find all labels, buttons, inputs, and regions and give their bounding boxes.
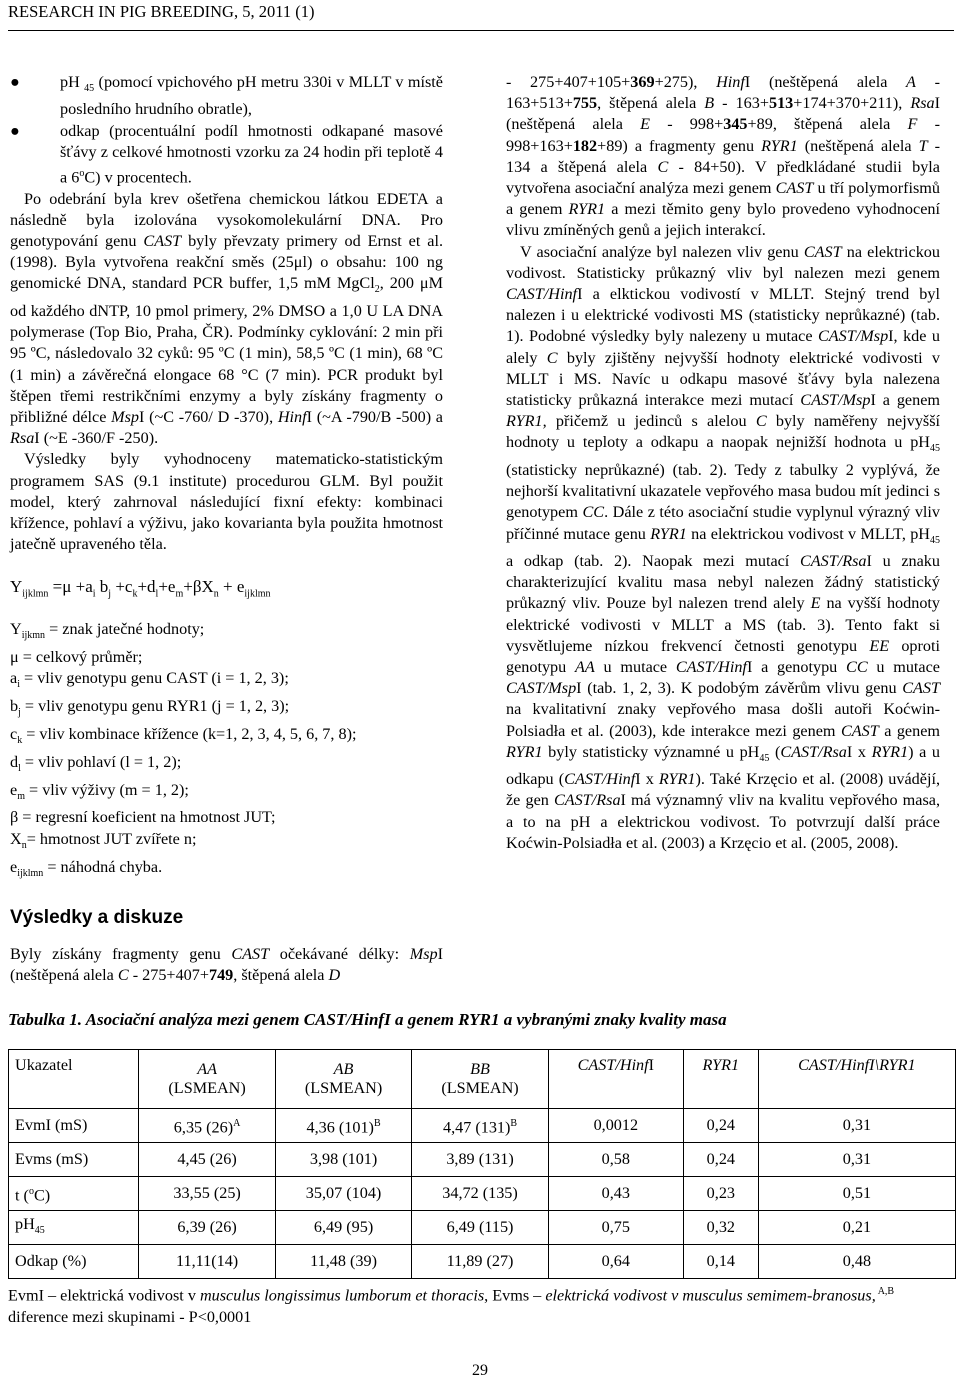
column-header: Ukazatel: [9, 1050, 139, 1109]
row-label: Odkap (%): [9, 1245, 139, 1279]
bullet-list: [10, 72, 443, 189]
right-column: [506, 72, 940, 854]
paragraph: Výsledky byly vyhodnoceny matematicko-statistickým programem SAS (9.1 institute) procedurou GLM. Byl použit model, který zahrnoval následující fixní efekty: kombinaci křížence, pohlaví a výživu, jako kovarianta byla použita hmotnost jatečně upraveného těla.: [10, 450, 443, 554]
table-cell: 35,07 (104): [275, 1177, 411, 1211]
table-cell: 34,72 (135): [412, 1177, 548, 1211]
table-cell: 33,55 (25): [139, 1177, 275, 1211]
table-cell: 0,32: [683, 1211, 758, 1245]
table-cell: 4,36 $(101)^B$: [275, 1109, 411, 1143]
table-cell: 3,89 (131): [412, 1143, 548, 1177]
row-label: $pH_{45}$: [9, 1211, 139, 1245]
paragraph: Po odebrání byla krev ošetřena chemickou látkou EDETA a následně byla izolována vysokomolekulární DNA. Pro genotypování genu CAST byly převzaty primery od Ernst et al. (1998). Byla vytvořena reakční směs (25μl) o obsahu: 100 ng genomické DNA, standard PCR buffer, 1,5 mM MgCl$_2$, 200 μM od každého dNTP, 10 pmol primery, 2% DMSO a 1,0 U LA DNA polymerase (Top Bio, Praha, ČR). Podmínky cyklování: 2 min při 95 ºC, následovalo 32 cyků: 95 ºC (1 min), 58,5 ºC (1 min), 68 ºC (1 min) a závěrečná elongace 68 °C (7 min). PCR produkt byl štěpen třemi restrikčními enzymy a byly získány fragmenty o přibližné délce MspI (~C -760/ D -370), HinfI (~A -790/B -500) a RsaI (~E -360/F -250).: [10, 189, 443, 448]
table-cell: 0,48: [758, 1245, 955, 1279]
table-cell: 0,23: [683, 1177, 758, 1211]
column-header: RYR1: [683, 1050, 758, 1109]
column-header: BB (LSMEAN): [412, 1050, 548, 1109]
table-cell: 3,98 (101): [275, 1143, 411, 1177]
definition-item: $b_j$ = vliv genotypu genu RYR1 (j = 1, 2, 3);: [10, 697, 290, 719]
table-caption: Tabulka 1. Asociační analýza mezi genem CAST/HinfI a genem RYR1 a vybranými znaky kvality masa: [8, 1010, 727, 1029]
table-cell: 11,11(14): [139, 1245, 275, 1279]
list-item: ● pH $_{45}$ (pomocí vpichového pH metru 330i v MLLT v místě posledního hrudního obratle),: [10, 73, 443, 119]
definition-item: $e_{ijklmn}$ = náhodná chyba.: [10, 857, 163, 880]
left-column: [10, 72, 443, 986]
table-cell: 0,31: [758, 1109, 955, 1143]
paragraph: - 275+407+105+369+275), HinfI (neštěpená alela A - 163+513+755, štěpená alela B - 163+513+174+370+211), RsaI (neštěpená alela E - 998+345+89, štěpená alela F - 998+163+182+89) a fragmenty genu RYR1 (neštěpená alela T - 134 a štěpená alela C - 84+50). V předkládané studii byla vytvořena asociační analýza mezi genem CAST u tří polymorfismů a genem RYR1 a mezi těmito geny bylo provedeno vyhodnocení vlivu zmíněných genů a jejich interakcí.: [506, 73, 941, 240]
list-item: ● odkap (procentuální podíl hmotnosti odkapané masové šťávy z celkové hmotnosti vzorku za 24 hodin při teplotě 4 a 6$^o$C) v procentech.: [10, 121, 443, 187]
table-cell: 11,48 (39): [275, 1245, 411, 1279]
table-cell: 0,24: [683, 1109, 758, 1143]
column-header: AB (LSMEAN): [275, 1050, 411, 1109]
table-row: [9, 1177, 956, 1211]
table-cell: 6,35 $(26)^A$: [139, 1109, 275, 1143]
paragraph: V asociační analýze byl nalezen vliv genu CAST na elektrickou vodivost. Statisticky průkazný vliv byl nalezen mezi genem CAST/HinfI a elktickou vodivostí v MLLT. Stejný trend byl nalezen i u elektrické vodivosti MS (statisticky neprůkazné) (tab. 1). Podobné výsledky byly nalezeny u mutace CAST/MspI, kde u alely C byly zjištěny nejvyšší hodnoty elektrické vodivosti v MLLT i MS. Navíc u odkapu masové šťávy byla nalezena statisticky průkazná interakce mezi mutací CAST/MspI a genem RYR1, přičemž u jedinců s alelou C byly naměřeny nejvyšší hodnoty u teploty a odkapu a naopak nejnižší hodnota u $pH_{45}$ (statisticky neprůkazné) (tab. 2). Tedy z tabulky 2 vyplývá, že nejhorší kvalitativní ukazatele vepřového masa budou mít jedinci s genotypem CC. Dále z této asociační studie vyplynul výrazný vliv příčinné mutace genu RYR1 na elektrickou vodivost v MLLT, $pH_{45}$ a odkap (tab. 2). Naopak mezi mutací CAST/RsaI u znaku charakterizující kvalitu masa nebyl nalezen žádný statistický průkazný vliv. Pouze byl nalezen trend alely E na vyšší hodnoty elektrické vodivosti v MLLT a MS (tab. 3). Tento fakt si vysvětlujeme nízkou frekvencí četnosti genotypu EE oproti genotypu AA u mutace CAST/HinfI a genotypu CC u mutace CAST/MspI (tab. 1, 2, 3). K podobým závěrům vlivu genu CAST na kvalitativní znaky vepřového masa došli autoři Koćwin-Polsiadła et al. (2003), kde interakce mezi genem CAST a genem RYR1 byly statisticky významné u $pH_{45}$ (CAST/RsaI x RYR1) a u odkapu (CAST/HinfI x RYR1). Také Krzęcio et al. (2008) uvádějí, že gen CAST/RsaI má významný vliv na kvalitu vepřového masa, a to na pH a elektrickou vodivost. To potvrzují další práce Koćwin-Polsiadła et al. (2003) a Krzęcio et al. (2005, 2008).: [506, 242, 941, 852]
table-cell: 0,75: [548, 1211, 683, 1245]
table-row: [9, 1143, 956, 1177]
variable-definitions: [10, 619, 443, 885]
table-row: [9, 1109, 956, 1143]
page-number: 29: [472, 1362, 488, 1379]
table-cell: 4,47 $(131)^B$: [412, 1109, 548, 1143]
table-cell: 6,39 (26): [139, 1211, 275, 1245]
definition-item: $c_k$ = vliv kombinace křížence (k=1, 2, 3, 4, 5, 6, 7, 8);: [10, 725, 357, 747]
table-cell: 0,31: [758, 1143, 955, 1177]
table-header-row: [9, 1050, 956, 1109]
column-header: CAST/HinfI: [548, 1050, 683, 1109]
table-cell: 0,24: [683, 1143, 758, 1177]
results-table: [8, 1049, 956, 1279]
table-cell: 4,45 (26): [139, 1143, 275, 1177]
definition-item: $Y_{ijkmn}$ = znak jatečné hodnoty;: [10, 619, 205, 642]
table-cell: 6,49 (95): [275, 1211, 411, 1245]
section-heading: Výsledky a diskuze: [10, 906, 184, 928]
table-cell: 0,21: [758, 1211, 955, 1245]
column-header: CAST/HinfI\RYR1: [758, 1050, 955, 1109]
table-cell: 0,14: [683, 1245, 758, 1279]
table-cell: 11,89 (27): [412, 1245, 548, 1279]
row-label: Evms (mS): [9, 1143, 139, 1177]
row-label: t ($^o$C): [9, 1177, 139, 1211]
table-cell: 0,64: [548, 1245, 683, 1279]
row-label: EvmI (mS): [9, 1109, 139, 1143]
definition-item: $d_l$ = vliv pohlaví (l = 1, 2);: [10, 752, 182, 775]
table-row: [9, 1211, 956, 1245]
table-cell: 6,49 (115): [412, 1211, 548, 1245]
table-row: [9, 1245, 956, 1279]
table-cell: 0,51: [758, 1177, 955, 1211]
bullet-icon: ●: [10, 73, 20, 91]
definition-item: $e_m$ = vliv výživy (m = 1, 2);: [10, 780, 189, 802]
model-equation: $Y_{ijklmn} =\mu +a_i$ $b_j +c_k+d_l+e_m+\beta X_n + e_{ijklmn}$: [10, 577, 271, 600]
definition-item: $X_n=$ hmotnost JUT zvířete n;: [10, 830, 197, 852]
column-header: AA (LSMEAN): [139, 1050, 275, 1109]
definition-item: β = regresní koeficient na hmotnost JUT;: [10, 808, 276, 827]
table-cell: 0,43: [548, 1177, 683, 1211]
running-header: RESEARCH IN PIG BREEDING, 5, 2011 (1): [8, 0, 954, 31]
bullet-icon: ●: [10, 121, 20, 140]
definition-item: μ = celkový průměr;: [10, 647, 143, 666]
paragraph: Byly získány fragmenty genu CAST očekávané délky: MspI (neštěpená alela C - 275+407+749, štěpená alela D: [10, 944, 443, 985]
table-cell: 0,58: [548, 1143, 683, 1177]
definition-item: $a_i$ = vliv genotypu genu CAST (i = 1, 2, 3);: [10, 669, 289, 691]
table-footnote: EvmI – elektrická vodivost v musculus longissimus lumborum et thoracis, Evms – elektrická vodivost v musculus semimem-branosus, $^{A,B}$ diference mezi skupinami - P<0,0001: [8, 1286, 895, 1327]
table-cell: 0,0012: [548, 1109, 683, 1143]
